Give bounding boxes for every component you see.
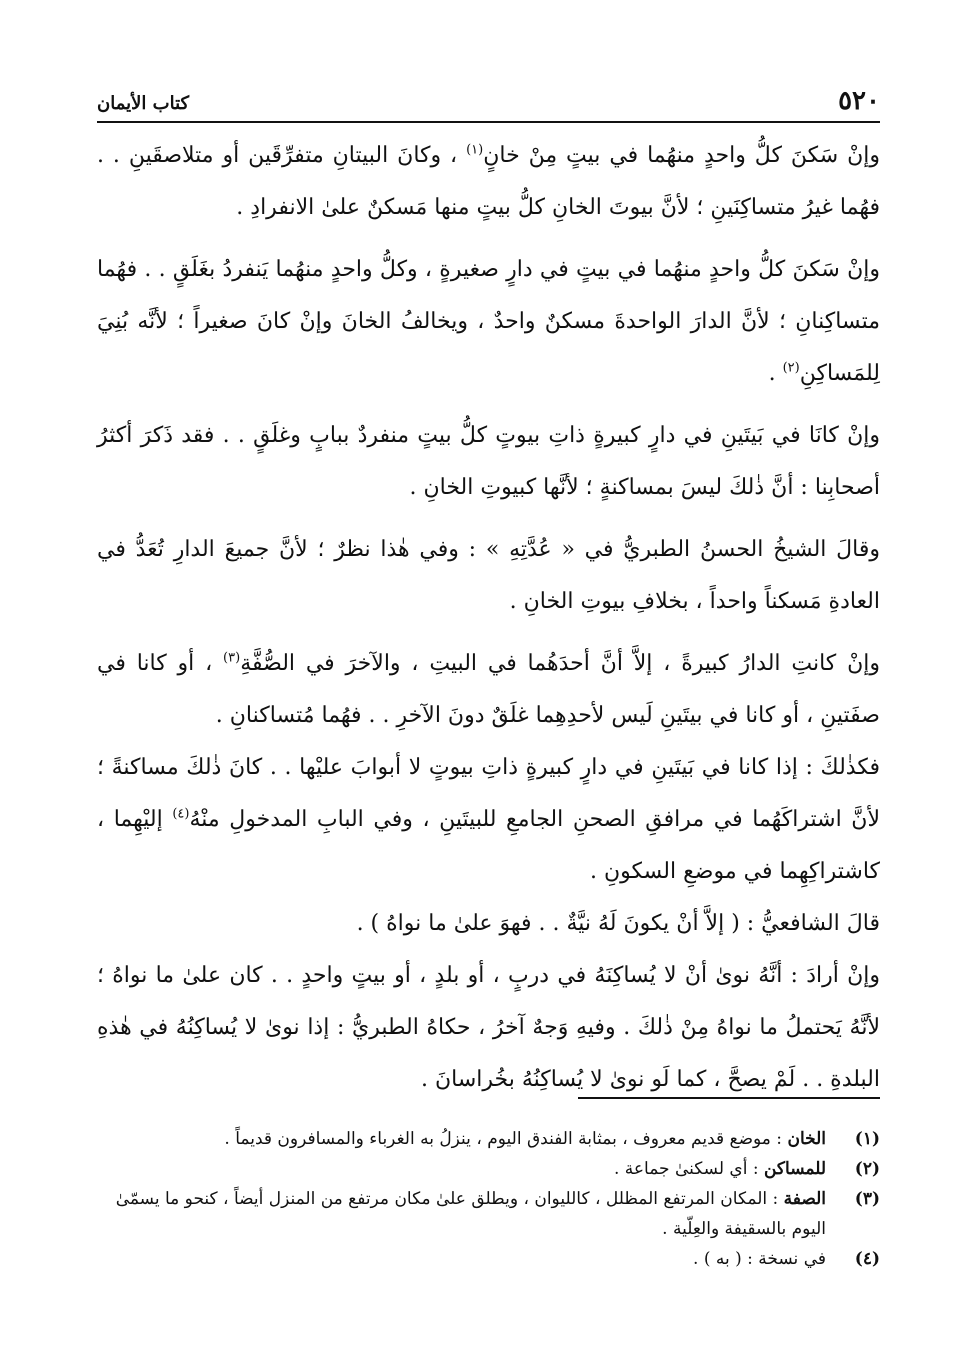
- footnote-number: (٤): [854, 1249, 880, 1269]
- footnote-body: في نسخة : ( به ) .: [693, 1249, 826, 1269]
- paragraph-text: وإنْ سَكنَ كلُّ واحدٍ منهُما في بيتٍ مِنْ خانٍ: [483, 143, 880, 168]
- footnote: [97, 1244, 880, 1274]
- footnote-text: [97, 1244, 826, 1274]
- paragraph: [97, 524, 880, 628]
- footnote-number: (٣): [854, 1189, 880, 1209]
- paragraph: [97, 898, 880, 950]
- paragraph: [97, 950, 880, 1106]
- paragraph-text: وإنْ كانتِ الدارُ كبيرةً ، إلاَّ أنَّ أحدَهُما في البيتِ ، والآخرَ في الصُّفَّةِ: [240, 651, 881, 676]
- paragraph: [97, 638, 880, 742]
- footnote: [97, 1154, 880, 1184]
- footnote-ref: (٤): [172, 806, 190, 822]
- paragraph-text: ، أو كانا في صفَتينِ ، أو كانا في بيتَينِ لَيس لأحدِهِما غلَقٌ دونَ الآخرِ . . فهُما مُتساكنانِ .: [97, 651, 880, 728]
- paragraph-text: قالَ الشافعيُّ : ( إلاَّ أنْ يكونَ لَهُ نيَّةٌ . . فهوَ علىٰ ما نواهُ ) .: [356, 911, 880, 936]
- footnote-term: للمساكن: [763, 1159, 826, 1179]
- paragraph-text: وإنْ كانَا في بَيتَينِ في دارٍ كبيرةٍ ذاتِ بيوتٍ كلُّ بيتٍ منفردٌ ببابٍ وغلَقٍ . . فقد ذَكرَ أكثرُ أصحابِنا : أنَّ ذٰلكَ ليسَ بمساكنةٍ ؛ لأنَّها كبيوتِ الخانِ .: [97, 423, 880, 500]
- running-title: كتاب الأيمان: [97, 93, 190, 114]
- header-rule: [97, 121, 880, 123]
- paragraph: [97, 742, 880, 898]
- paragraph-text: فكذٰلكَ : إذا كانا في بَيتَينِ في دارٍ كبيرةٍ ذاتِ بيوتٍ لا أبوابَ عليْها . . كانَ ذٰلكَ مساكنةً ؛ لأنَّ اشتراكَهُما في مرافقِ الصحنِ الجامعِ للبيتَينِ ، وفي البابِ المدخولِ منْهُ: [97, 755, 881, 832]
- page-number: ٥٢٠: [838, 86, 880, 116]
- main-text: [97, 130, 880, 1106]
- footnote-ref: (١): [466, 142, 484, 158]
- page-header: [97, 80, 880, 120]
- paragraph: [97, 410, 880, 514]
- paragraph-text: إليْهِما ، كاشتراكِهِما في موضعِ السكونِ .: [97, 807, 880, 884]
- footnote-number: (١): [854, 1129, 880, 1149]
- footnote-body: : المكان المرتفع المظلل ، كالليوان ، ويطلق علىٰ مكان مرتفع من المنزل أيضاً ، كنحو ما يسمّىٰ اليوم بالسقيفة والعِلّية .: [115, 1189, 826, 1239]
- paragraph-text: .: [768, 361, 783, 386]
- footnote-ref: (٢): [782, 360, 800, 376]
- footnote-text: [97, 1124, 826, 1154]
- paragraph-text: وإنْ أرادَ : أنَّهُ نوىٰ أنْ لا يُساكِنَهُ في دربٍ ، أو بلدٍ ، أو بيتٍ واحدٍ . . كان علىٰ ما نواهُ ؛ لأنَّهُ يَحتملُ ما نواهُ مِنْ ذٰلكَ . وفيهِ وَجهٌ آخرُ ، حكاهُ الطبريُّ : إذا نوىٰ لا يُساكِنُهُ في هٰذهِ البلدةِ . . لَمْ يصحَّ ، كما لَو نوىٰ لا يُساكِنُهُ بخُراسانَ .: [97, 963, 880, 1092]
- footnote-separator: [578, 1097, 880, 1099]
- footnote-number: (٢): [854, 1159, 880, 1179]
- paragraph-text: وإنْ سَكنَ كلُّ واحدٍ منهُما في بيتٍ في دارٍ صغيرةٍ ، وكلُّ واحدٍ منهُما يَنفردُ بغَلَقٍ . . فهُما متساكِنانِ ؛ لأنَّ الدارَ الواحدةَ مسكنٌ واحدٌ ، ويخالفُ الخانَ وإنْ كانَ صغيراً ؛ لأنَّه بُنِيَ لِلمَساكِنِ: [97, 257, 880, 386]
- footnote-text: [97, 1154, 826, 1184]
- footnote-body: : موضع قديم معروف ، بمثابة الفندق اليوم ، ينزلُ به الغرباء والمسافرون قديماً .: [224, 1129, 788, 1149]
- paragraph: [97, 244, 880, 400]
- paragraph-text: ، وكانَ البيتانِ متفرِّقَين أو متلاصقَينِ . . فهُما غيرُ متساكِنَينِ ؛ لأنَّ بيوتَ الخانِ كلُّ بيتٍ منها مَسكنٌ علىٰ الانفرادِ .: [97, 143, 880, 220]
- footnote-term: الصفة: [783, 1189, 826, 1209]
- paragraph-text: وقالَ الشيخُ الحسنُ الطبريُّ في « عُدَّتِهِ » : وفي هٰذا نظرٌ ؛ لأنَّ جميعَ الدارِ تُعَدُّ في العادةِ مَسكناً واحداً ، بخلافِ بيوتِ الخانِ .: [97, 537, 880, 614]
- footnote-term: الخان: [787, 1129, 826, 1149]
- footnote: [97, 1184, 880, 1244]
- paragraph: [97, 130, 880, 234]
- footnote-body: : أي لسكنىٰ جماعة .: [613, 1159, 764, 1179]
- footnote-ref: (٣): [223, 650, 241, 666]
- footnote-text: [97, 1184, 826, 1244]
- footnotes: [97, 1124, 880, 1274]
- footnote: [97, 1124, 880, 1154]
